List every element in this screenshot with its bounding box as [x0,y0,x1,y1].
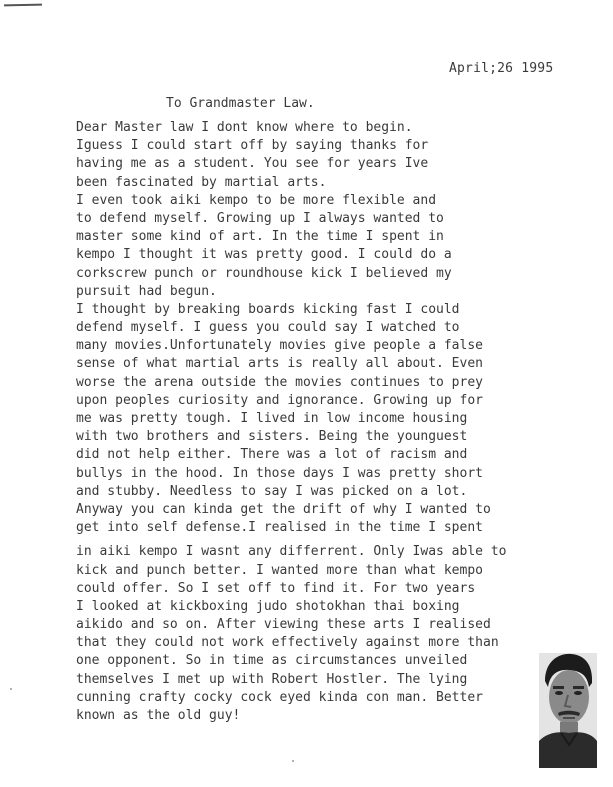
body-line: to defend myself. Growing up I always wanted to [76,210,444,226]
body-line: Iguess I could start off by saying thanks for [76,138,429,154]
body-line: I even took aiki kempo to be more flexible and [76,192,437,208]
body-line: Anyway you can kinda get the drift of why I wanted to [76,501,491,517]
scan-speck [10,688,12,690]
body-line: did not help either. There was a lot of racism and [76,447,468,463]
body-line: been fascinated by martial arts. [76,174,327,190]
body-line: cunning crafty cocky cock eyed kinda con man. Better [76,689,483,705]
body-line: kick and punch better. I wanted more than what kempo [76,562,483,578]
body-line: many movies.Unfortunately movies give people a false [76,338,483,354]
portrait-illustration [539,653,597,768]
body-line: could offer. So I set off to find it. For two years [76,580,476,596]
body-line: defend myself. I guess you could say I watched to [76,320,460,336]
body-line: upon peoples curiosity and ignorance. Growing up for [76,392,483,408]
body-line: that they could not work effectively against more than [76,635,499,651]
body-line: pursuit had begun. [76,283,217,299]
body-line: sense of what martial arts is really all about. Even [76,356,483,372]
body-line: known as the old guy! [76,708,241,723]
body-line: I looked at kickboxing judo shotokhan thai boxing [76,598,460,614]
body-line: kempo I thought it was pretty good. I could do a [76,247,452,263]
letter-date: April;26 1995 [449,61,554,76]
body-line: worse the arena outside the movies continues to prey [76,374,483,390]
letter-body [76,119,507,725]
body-line: I thought by breaking boards kicking fast I could [76,301,460,317]
body-line: in aiki kempo I wasnt any differrent. Only Iwas able to [76,544,507,560]
letter-addressee: To Grandmaster Law. [166,96,315,111]
author-portrait-photo [539,653,597,768]
body-line: me was pretty tough. I lived in low income housing [76,411,468,426]
body-line: and stubby. Needless to say I was picked on a lot. [76,483,468,499]
body-line: themselves I met up with Robert Hostler. The lying [76,671,468,687]
body-line: master some kind of art. In the time I spent in [76,229,444,245]
body-line: one opponent. So in time as circumstances unveiled [76,653,468,669]
body-line: bullys in the hood. In those days I was pretty short [76,465,483,481]
body-line: corkscrew punch or roundhouse kick I believed my [76,265,452,281]
body-line: having me as a student. You see for years Ive [76,156,429,172]
body-line: get into self defense.I realised in the time I spent [76,520,483,536]
body-line: Dear Master law I dont know where to begin. [76,120,413,135]
scan-speck [292,760,294,762]
body-line: with two brothers and sisters. Being the younguest [76,429,468,445]
corner-scan-mark [4,4,42,7]
body-line: aikido and so on. After viewing these arts I realised [76,617,491,633]
